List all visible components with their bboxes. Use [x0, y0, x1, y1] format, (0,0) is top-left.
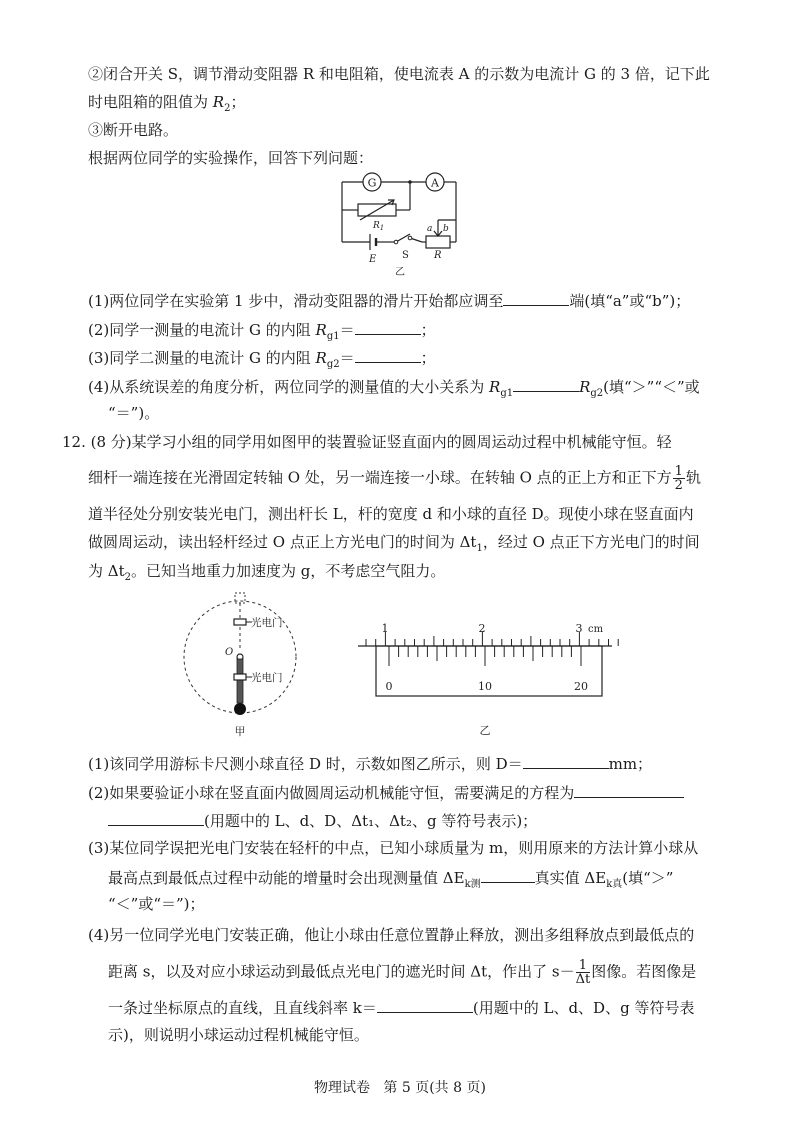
lower-photogate-label: 光电门 [251, 672, 283, 684]
q11-part3-blank[interactable] [355, 346, 421, 363]
q12-part3-blank[interactable] [481, 866, 535, 883]
pivot-label: O [225, 647, 234, 658]
q12-stem-line2: 细杆一端连接在光滑固定转轴 O 处，另一端连接一小球。在转轴 O 点的正上方和正下方 $\frac{1}{2}$ 轨 [88, 464, 701, 493]
switch-label: S [402, 250, 409, 261]
q12-stem-line4: 做圆周运动，读出轻杆经过 O 点正上方光电门的时间为 $\Delta t_1$，经过 O 点正下方光电门的时间 [88, 533, 700, 554]
q11-part4-line2: “＝”)。 [108, 404, 160, 422]
q12-part4-line2: 距离 s，以及对应小球运动到最低点光电门的遮光时间 Δt，作出了 s－ $\frac{1}{\Delta t}$ 图像。若图像是 [108, 958, 697, 987]
q12-part2-blank-a[interactable] [574, 781, 684, 798]
q12-part4-line4: 示)，则说明小球运动过程机械能守恒。 [108, 1026, 369, 1044]
footer-page-number: 第 5 页(共 8 页) [383, 1080, 486, 1096]
page-footer [0, 1077, 800, 1097]
q12-inverse-dt-fraction: $\frac{1}{\Delta t}$ [575, 958, 591, 987]
caliper-figure [352, 612, 622, 742]
figure-jia-apparatus [180, 585, 305, 740]
main-label-3: 3 [575, 622, 583, 635]
q12-part2-blank-b[interactable] [108, 809, 204, 826]
main-label-1: 1 [381, 622, 389, 635]
ammeter-label: A [431, 176, 439, 190]
q12-half-fraction: $\frac{1}{2}$ [674, 464, 683, 493]
q11-part2-blank[interactable] [355, 318, 421, 335]
terminal-b-label: b [443, 224, 449, 234]
figure-jia-caption: 甲 [234, 725, 246, 738]
q12-part3-line1: (3)某位同学误把光电门安装在轻杆的中点，已知小球质量为 m，则用原来的方法计算小球从 [88, 839, 699, 857]
q11-part2: (2)同学一测量的电流计 G 的内阻 $R_{g1}=$ ； [88, 318, 436, 341]
q12-stem-line5: 为 $\Delta t_2$。已知当地重力加速度为 g，不考虑空气阻力。 [88, 562, 446, 583]
q12-stem-line1: 12. (8 分)某学习小组的同学用如图甲的装置验证竖直面内的圆周运动过程中机械能守恒。轻 [62, 433, 672, 451]
step2-line1: ②闭合开关 S，调节滑动变阻器 R 和电阻箱，使电流表 A 的示数为电流计 G 的 3 倍，记下此 [88, 65, 710, 83]
rod [237, 659, 243, 703]
terminal-a-label: a [427, 224, 433, 234]
upper-photogate-icon [234, 619, 246, 625]
q12-part2-line2: (用题中的 L、d、D、Δt₁、Δt₂、g 等符号表示)； [108, 809, 537, 832]
q12-part1-blank[interactable] [523, 752, 609, 769]
main-label-2: 2 [478, 622, 486, 635]
q11-part1-blank[interactable] [503, 289, 569, 306]
caliper-caption: 乙 [479, 724, 491, 737]
q12-part3-line2: 最高点到最低点过程中动能的增量时会出现测量值 $\Delta E_{k测}$ 真实值 $\Delta E_{k真}$(填“＞” [108, 866, 673, 889]
q12-part3-line3: “＜”或“＝”)； [108, 895, 205, 913]
q12-part4-line1: (4)另一位同学光电门安装正确，他让小球由任意位置静止释放，测出多组释放点到最低点的 [88, 926, 695, 944]
q11-part4-blank[interactable] [513, 375, 579, 392]
q12-stem-line3: 道半径处分别安装光电门，测出杆长 L，杆的宽度 d 和小球的直径 D。现使小球在竖直面内 [88, 505, 694, 523]
circuit-caption: 乙 [395, 267, 405, 278]
vernier-label-0: 0 [385, 680, 393, 693]
q12-part1: (1)该同学用游标卡尺测小球直径 D 时，示数如图乙所示，则 D＝ mm； [88, 752, 652, 775]
q12-part4-blank[interactable] [377, 996, 473, 1013]
rheostat-label: R [434, 250, 442, 261]
battery-label: E [369, 254, 377, 265]
galvanometer-label: G [367, 176, 377, 190]
resistance-box-label: $R_1$ [373, 221, 385, 232]
vernier-label-20: 20 [574, 680, 588, 693]
q12-part4-line3: 一条过坐标原点的直线，且直线斜率 k＝ (用题中的 L、d、D、g 等符号表 [108, 996, 694, 1019]
lower-photogate-icon [234, 674, 246, 680]
q11-part3: (3)同学二测量的电流计 G 的内阻 $R_{g2}=$ ； [88, 346, 436, 369]
upper-photogate-label: 光电门 [251, 617, 283, 629]
footer-subject: 物理试卷 [314, 1080, 371, 1096]
q11-part4: (4)从系统误差的角度分析，两位同学的测量值的大小关系为 $R_{g1}$ $R_{g2}$(填“＞”“＜”或 [88, 375, 700, 398]
circuit-diagram [330, 168, 470, 278]
q12-part2-line1: (2)如果要验证小球在竖直面内做圆周运动机械能守恒，需要满足的方程为 [88, 781, 684, 804]
ball-icon [234, 703, 246, 715]
q11-part1: (1)两位同学在实验第 1 步中，滑动变阻器的滑片开始都应调至 端(填“a”或“b”)； [88, 289, 690, 312]
questions-intro: 根据两位同学的实验操作，回答下列问题： [88, 149, 374, 167]
step3-line: ③断开电路。 [88, 121, 179, 139]
step2-line2: 时电阻箱的阻值为 $R_2$； [88, 93, 246, 114]
unit-label: cm [588, 624, 604, 635]
vernier-label-10: 10 [478, 680, 492, 693]
